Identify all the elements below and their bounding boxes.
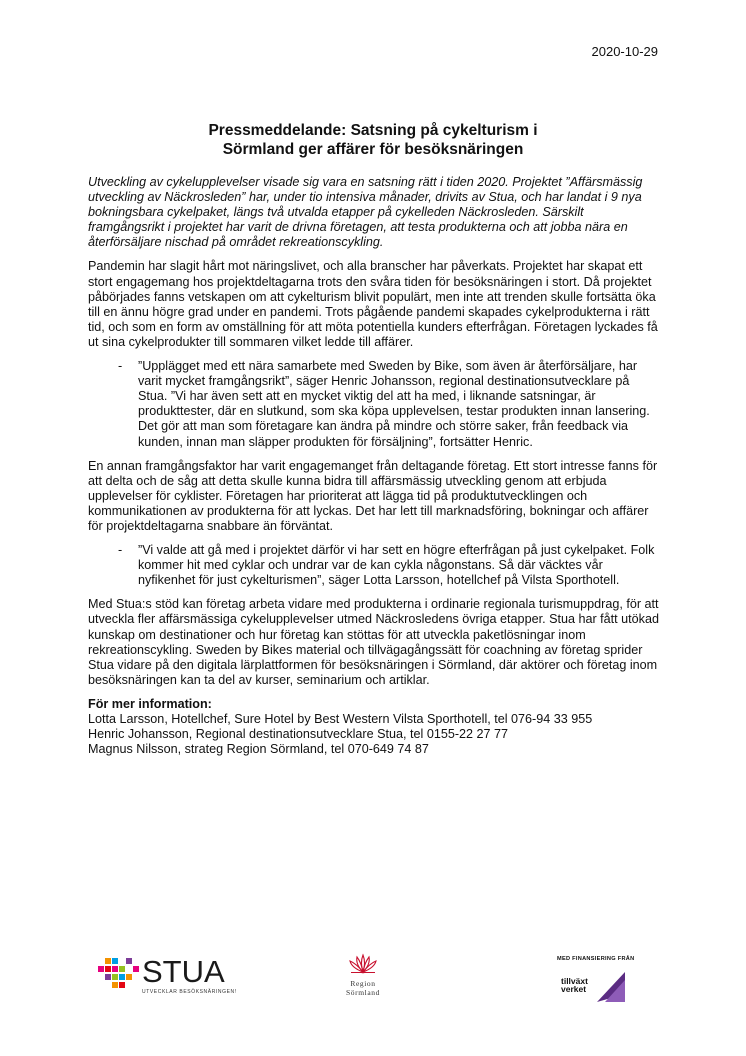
region-name-line-2: Sörmland — [346, 988, 380, 997]
body-paragraph-1: Pandemin har slagit hårt mot näringslivet, och alla branscher har påverkats. Projektet har skapat ett stort engagemang hos projektdeltagarna trots den svåra tiden för besöksnäringen i stort. Då projektet påbörjades fanns vetskapen om att cykelturism blivit populärt, men inte att trenden skulle fortsätta öka till en ännu högre grad under en pandemi. Trots pågående pandemi skapades cykelprodukterna i rätt tid, och som en form av omställning för att möta potentiella kunders efterfrågan. Företagen lyckades få ut sina cykelprodukter till sommaren vilket ledde till affärer. — [88, 259, 658, 349]
tillvaxtverket-logo — [555, 956, 670, 1006]
tillvaxt-line-2: verket — [561, 984, 587, 994]
contact-line: Lotta Larsson, Hotellchef, Sure Hotel by Best Western Vilsta Sporthotell, tel 076-94 33 955 — [88, 712, 593, 726]
contact-line: Magnus Nilsson, strateg Region Sörmland, tel 070-649 74 87 — [88, 742, 429, 757]
tillvaxt-line-1: tillväxt — [561, 976, 588, 986]
release-date: 2020-10-29 — [591, 44, 658, 59]
quote-text-1: ”Upplägget med ett nära samarbete med Sweden by Bike, som även är återförsäljare, har varit mycket framgångsrikt”, säger Henric Johansson, regional destinationsutvecklare på Stua. ”Vi har även sett att en mycket viktig del att ha med, i liknande satsningar, är produkttester, där en slutkund, som ska köpa upplevelsen, testar produkten innan lansering. Det gör att man som företagare kan ändra på mindre och större saker, från feedback via kunden, innan man släpper produkten för försäljning”, fortsätter Henric. — [138, 359, 650, 449]
quote-dash: - — [118, 543, 123, 558]
tillvaxtverket-arrow-icon — [591, 968, 627, 1002]
contact-heading: För mer information: — [88, 696, 212, 711]
tillvaxtverket-wordmark — [561, 977, 588, 993]
logo-footer — [0, 950, 746, 1010]
title-line-2: Sörmland ger affärer för besöksnäringen — [222, 141, 524, 158]
page-title — [88, 121, 658, 159]
quote-block-2 — [88, 543, 660, 588]
stua-wordmark: STUA — [142, 954, 225, 989]
article-body — [88, 175, 660, 757]
region-name-line-1: Region — [350, 979, 376, 988]
financing-label: MED FINANSIERING FRÅN — [557, 956, 635, 962]
body-paragraph-3: Med Stua:s stöd kan företag arbeta vidare med produkterna i ordinarie regionala turismuppdrag, för att utveckla fler affärsmässiga cykelupplevelser utmed Näckrosledens övriga etapper. Stua har fått utökad kunskap om destinationer och hur företag kan stöttas för att utveckla paketlösningar inom rekreationscykling. Sweden by Bikes material och tillvägagångssätt för coachning av företag sprider Stua vidare på den digitala lärplattformen för besöksnäringen i Sörmland, där aktörer och företag inom besöksnäringen kan ta del av kurser, seminarium och artiklar. — [88, 597, 659, 687]
contact-info — [88, 697, 660, 757]
quote-dash: - — [118, 359, 123, 374]
region-sormland-logo — [330, 952, 396, 997]
lead-paragraph: Utveckling av cykelupplevelser visade sig vara en satsning rätt i tiden 2020. Projektet ”Affärsmässig utveckling av Näckrosleden” har, under tio intensiva månader, drivits av Stua, och har landat i 9 nya bokningsbara cykelpaket, längs två utvalda etapper på cykelleden Näckrosleden. Särskilt framgångsrikt i projektet har varit de drivna företagen, att testa produkterna och att jobba nära en återförsäljare nischad på området rekreationscykling. — [88, 175, 643, 250]
body-paragraph-2: En annan framgångsfaktor har varit engagemanget från deltagande företag. Ett stort intresse fanns för att delta och de såg att detta skulle kunna bidra till affärsmässig utveckling genom att erbjuda upplevelser för cyklister. Företagen har prioriterat att lägga tid på produktutvecklingen och kommunikationen av produkterna för att lyckas. Det har lett till marknadsföring, bokningar och affärer för projektdeltagarna snabbare än förväntat. — [88, 458, 658, 533]
water-lily-icon — [348, 952, 378, 974]
title-line-1: Pressmeddelande: Satsning på cykelturism i — [208, 122, 538, 139]
stua-tagline: UTVECKLAR BESÖKSNÄRINGEN! — [142, 989, 237, 995]
stua-squares-icon — [98, 958, 140, 988]
quote-block-1 — [88, 359, 660, 450]
quote-text-2: ”Vi valde att gå med i projektet därför vi har sett en högre efterfrågan på just cykelpaket. Folk kommer hit med cyklar och undrar var de kan cykla någonstans. Så där väcktes vår nyfikenhet för just cykelturismen”, säger Lotta Larsson, hotellchef på Vilsta Sporthotell. — [138, 543, 655, 588]
contact-line: Henric Johansson, Regional destinationsutvecklare Stua, tel 0155-22 27 77 — [88, 727, 509, 742]
stua-logo — [98, 954, 238, 998]
